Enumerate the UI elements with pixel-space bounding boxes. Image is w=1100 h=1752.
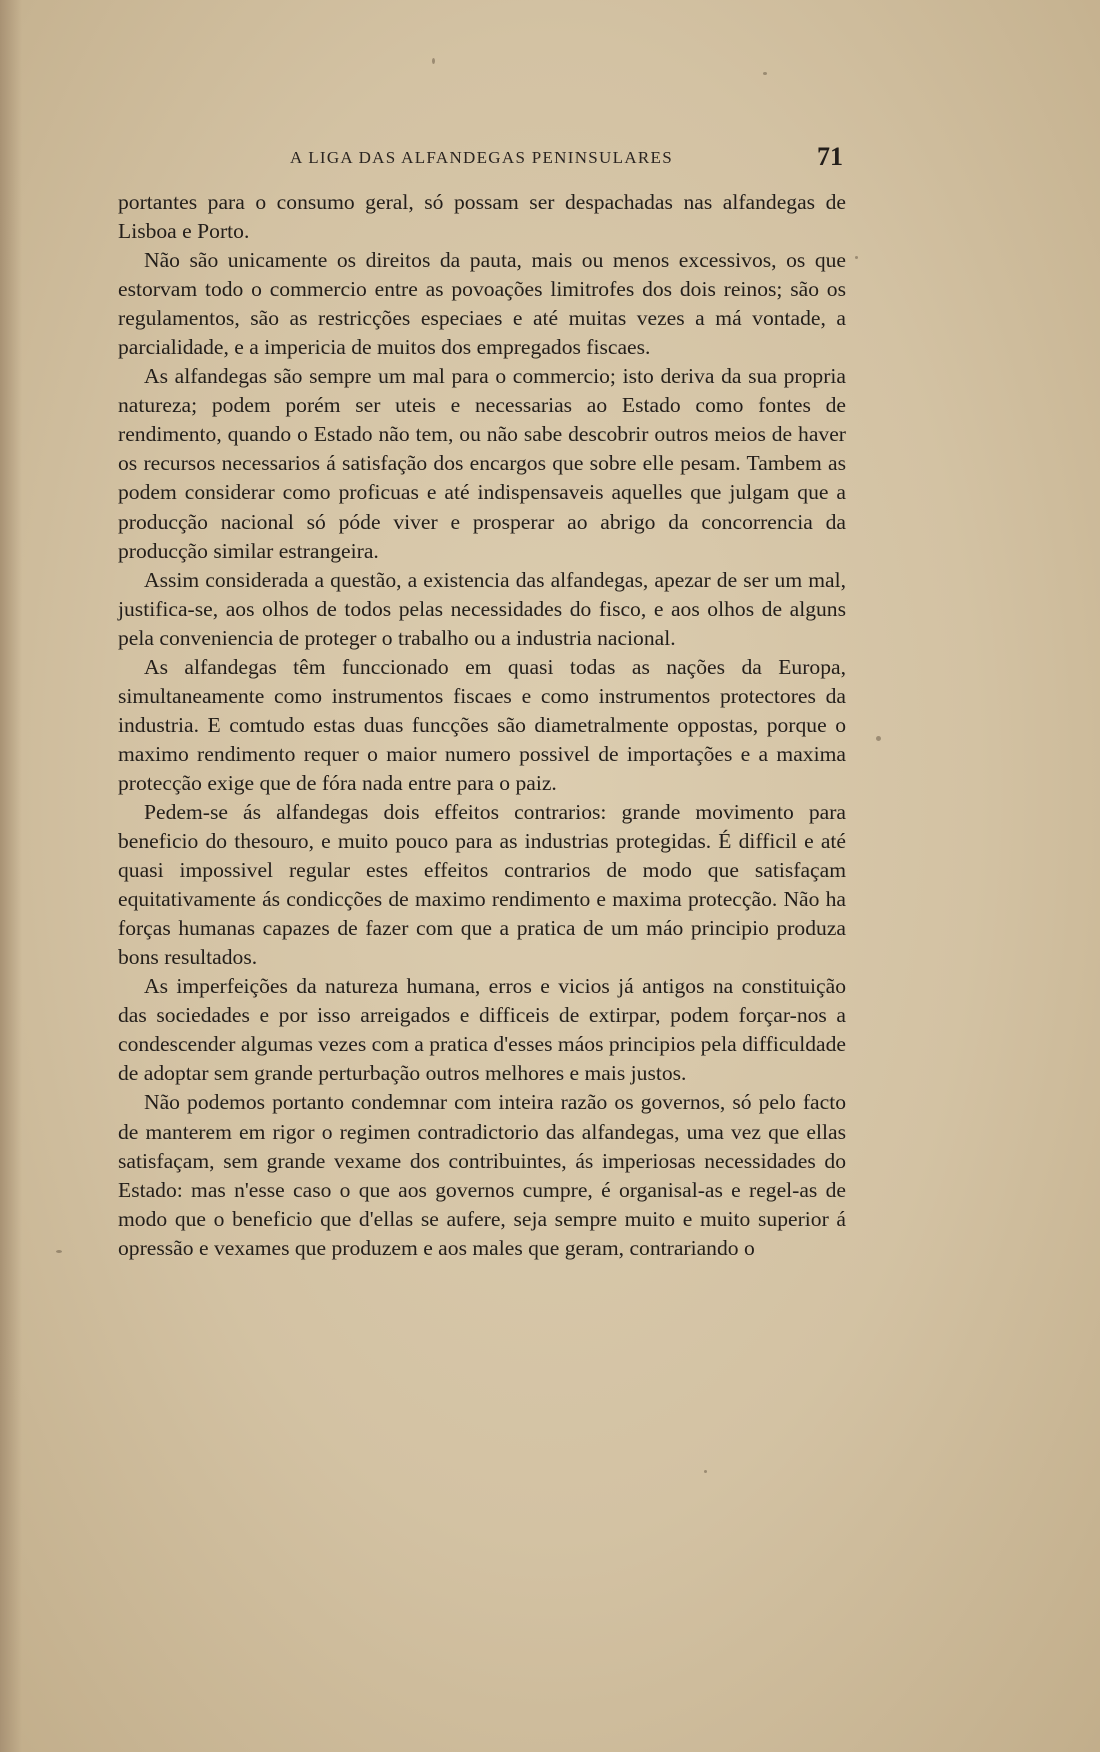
paragraph: Assim considerada a questão, a existencia das alfandegas, apezar de ser um mal, justifica-se, aos olhos de todos pelas necessidades do fisco, e aos olhos de alguns pela conveniencia de proteger o trabalho ou a industria nacional. [118,567,846,650]
paragraph: As alfandegas têm funccionado em quasi todas as nações da Europa, simultaneamente como instrumentos fiscaes e como instrumentos protectores da industria. E comtudo estas duas funcções são diametralmente oppostas, porque o maximo rendimento requer o maior numero possivel de importações e a maxima protecção exige que de fóra nada entre para o paiz. [118,654,846,795]
paragraph: Não são unicamente os direitos da pauta, mais ou menos excessivos, os que estorvam todo o commercio entre as povoações limitrofes dos dois reinos; são os regulamentos, são as restricções especiaes e até muitas vezes a má vontade, a parcialidade, e a impericia de muitos dos empregados fiscaes. [118,248,846,360]
paragraph: portantes para o consumo geral, só possam ser despachadas nas alfandegas de Lisboa e Porto. [118,190,846,244]
page-number: 71 [817,142,843,171]
running-title: A LIGA DAS ALFANDEGAS PENINSULARES [290,148,673,167]
paper-speck [855,256,858,259]
running-head [120,142,845,172]
paragraph: As imperfeições da natureza humana, erros e vicios já antigos na constituição das sociedades e por isso arreigados e difficeis de extirpar, podem forçar-nos a condescender algumas vezes com a pratica d'esses máos principios pela difficuldade de adoptar sem grande perturbação outros melhores e mais justos. [118,974,846,1086]
paper-speck [763,72,767,75]
paragraph: Não podemos portanto condemnar com inteira razão os governos, só pelo facto de manterem em rigor o regimen contradictorio das alfandegas, uma vez que ellas satisfaçam, sem grande vexame dos contribuintes, ás imperiosas necessidades do Estado: mas n'esse caso o que aos governos cumpre, é organisal-as e regel-as de modo que o beneficio que d'ellas se aufere, seja sempre muito e muito superior á opressão e vexames que produzem e aos males que geram, contrariando o [118,1090,846,1260]
body-text [118,188,846,1263]
paper-speck [432,58,435,64]
paragraph: As alfandegas são sempre um mal para o commercio; isto deriva da sua propria natureza; podem porém ser uteis e necessarias ao Estado como fontes de rendimento, quando o Estado não tem, ou não sabe descobrir outros meios de haver os recursos necessarios á satisfação dos encargos que sobre elle pesam. Tambem as podem considerar como proficuas e até indispensaveis aquelles que julgam que a producção nacional só póde viver e prosperar ao abrigo da concorrencia da producção similar estrangeira. [118,364,846,563]
paragraph: Pedem-se ás alfandegas dois effeitos contrarios: grande movimento para beneficio do thesouro, e muito pouco para as industrias protegidas. É difficil e até quasi impossivel regular estes effeitos contrarios de modo que satisfaçam equitativamente ás condicções de maximo rendimento e maxima protecção. Não ha forças humanas capazes de fazer com que a pratica de um máo principio produza bons resultados. [118,799,846,970]
paper-speck [876,736,881,741]
paper-speck [704,1470,707,1473]
paper-speck [56,1250,62,1253]
